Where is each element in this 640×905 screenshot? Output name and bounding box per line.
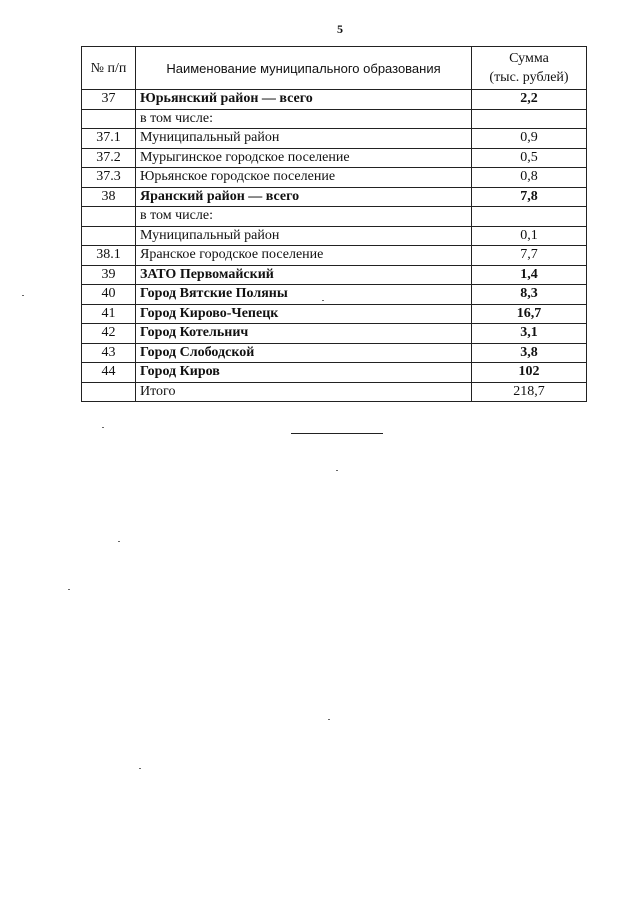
row-number: 42 [82,324,136,344]
header-sum [472,47,587,90]
row-number [82,109,136,129]
scan-speck [102,427,104,428]
row-number: 37.2 [82,148,136,168]
row-number: 41 [82,304,136,324]
table-row [82,363,587,383]
table-row [82,109,587,129]
row-sum [472,207,587,227]
row-sum: 7,8 [472,187,587,207]
header-name: Наименование муниципального образования [136,47,472,90]
row-sum: 3,8 [472,343,587,363]
row-number: 37 [82,90,136,110]
row-name: Город Киров [136,363,472,383]
table-row [82,382,587,402]
budget-table [81,46,587,402]
row-name: Итого [136,382,472,402]
row-number: 37.1 [82,129,136,149]
header-num: № п/п [82,47,136,90]
row-name: Юрьянское городское поселение [136,168,472,188]
row-sum: 0,9 [472,129,587,149]
row-name: Город Кирово-Чепецк [136,304,472,324]
scan-speck [336,470,338,471]
table-header-row [82,47,587,90]
row-name: Муниципальный район [136,129,472,149]
scan-speck [328,719,330,720]
row-number [82,207,136,227]
table-row [82,304,587,324]
row-sum [472,109,587,129]
row-sum: 0,1 [472,226,587,246]
table-row [82,246,587,266]
row-number: 38 [82,187,136,207]
row-name: Город Слободской [136,343,472,363]
row-number: 37.3 [82,168,136,188]
row-sum: 0,5 [472,148,587,168]
scan-speck [322,300,324,301]
row-name: в том числе: [136,109,472,129]
row-name: ЗАТО Первомайский [136,265,472,285]
table-body [82,90,587,402]
row-name: Яранский район — всего [136,187,472,207]
header-sum-line2: (тыс. рублей) [489,70,569,85]
table-row [82,129,587,149]
table-row [82,90,587,110]
scan-speck [68,589,70,590]
row-sum: 7,7 [472,246,587,266]
row-name: Город Вятские Поляны [136,285,472,305]
table-row [82,168,587,188]
row-number: 40 [82,285,136,305]
row-sum: 0,8 [472,168,587,188]
row-sum: 3,1 [472,324,587,344]
row-name: Мурыгинское городское поселение [136,148,472,168]
row-sum: 102 [472,363,587,383]
table-row [82,343,587,363]
page-number: 5 [337,22,343,36]
table-row [82,187,587,207]
table-row [82,226,587,246]
table-row [82,324,587,344]
row-number: 39 [82,265,136,285]
table-row [82,265,587,285]
row-number [82,226,136,246]
table-row [82,207,587,227]
row-name: Юрьянский район — всего [136,90,472,110]
row-sum: 8,3 [472,285,587,305]
row-sum: 2,2 [472,90,587,110]
row-number: 38.1 [82,246,136,266]
row-name: Муниципальный район [136,226,472,246]
row-name: Город Котельнич [136,324,472,344]
scan-speck [22,295,24,296]
row-sum: 1,4 [472,265,587,285]
row-number [82,382,136,402]
header-sum-line1: Сумма [509,51,549,66]
table-row [82,148,587,168]
end-line [291,433,383,434]
row-number: 44 [82,363,136,383]
row-sum: 218,7 [472,382,587,402]
table-row [82,285,587,305]
scan-speck [139,768,141,769]
row-number: 43 [82,343,136,363]
row-name: в том числе: [136,207,472,227]
row-sum: 16,7 [472,304,587,324]
row-name: Яранское городское поселение [136,246,472,266]
scan-speck [118,541,120,542]
